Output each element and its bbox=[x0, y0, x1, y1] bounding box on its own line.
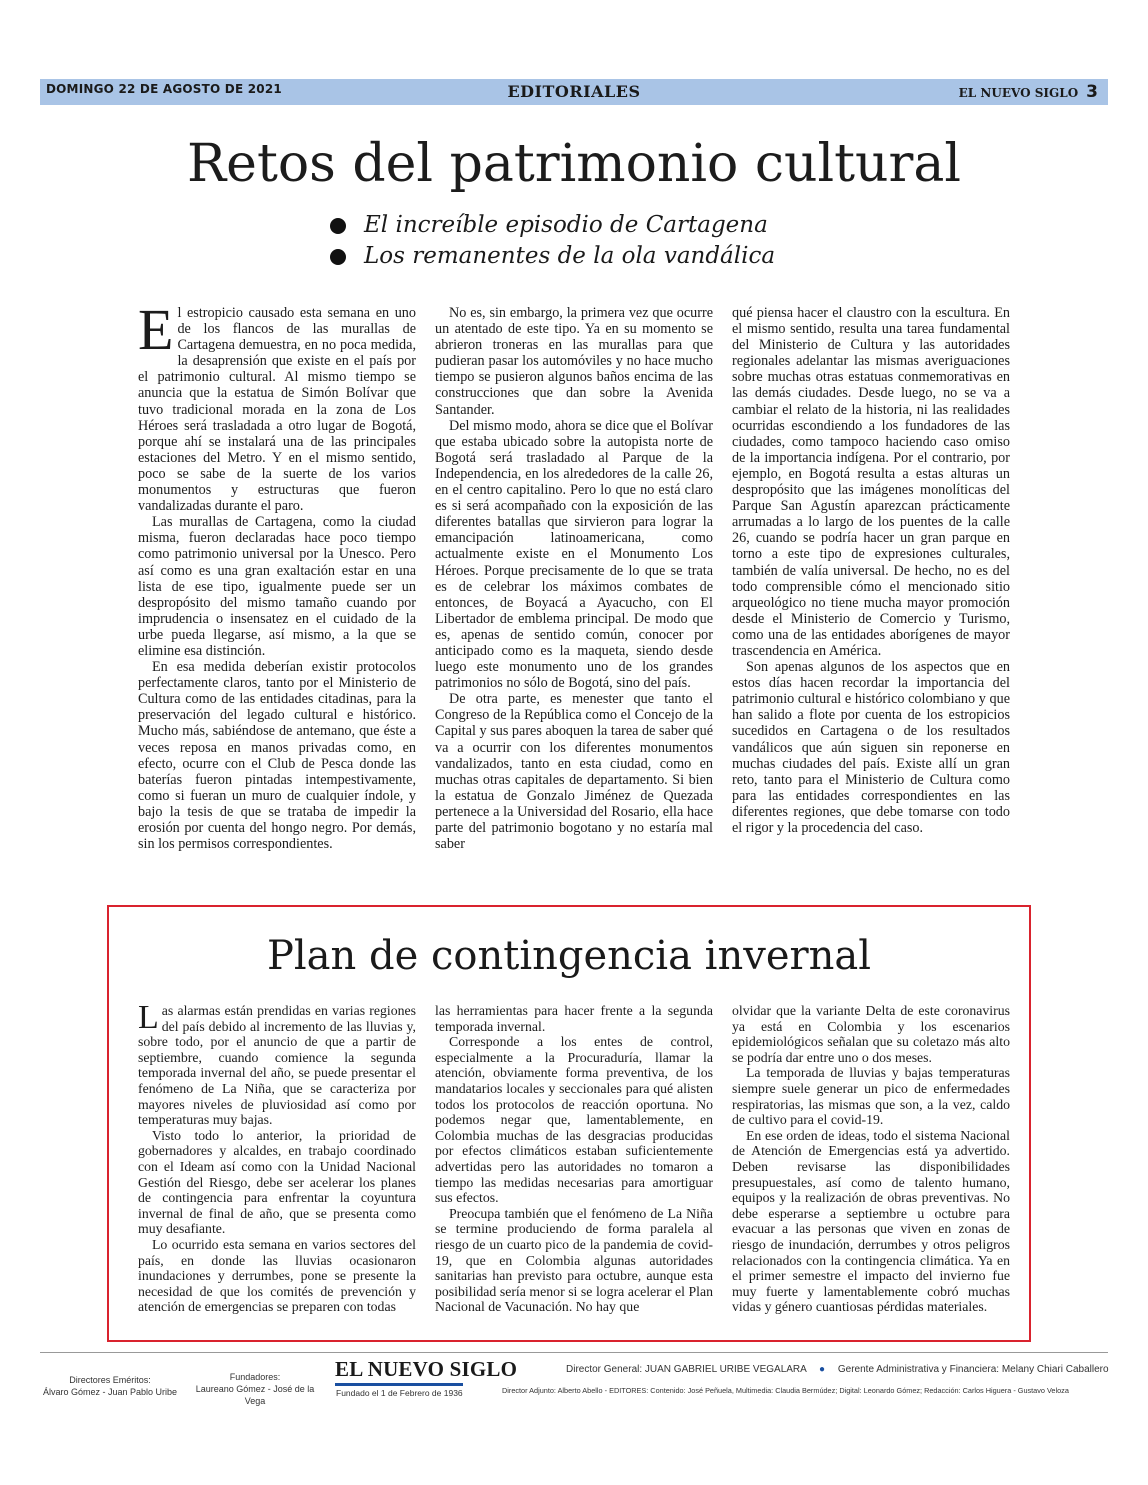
issue-date: DOMINGO 22 DE AGOSTO DE 2021 bbox=[46, 82, 282, 96]
footer-fundadores: Fundadores: Laureano Gómez - José de la Vega bbox=[195, 1372, 315, 1406]
page-number: 3 bbox=[1086, 82, 1098, 102]
paragraph: qué piensa hacer el claustro con la escultura. En el mismo sentido, resulta una tarea fundamental del Ministerio de Cultura y las autoridades regionales adelantar las mismas averiguaciones sobre muchas otras estatuas conmemorativas en las demás ciudades. Desde luego, no se va a cambiar el relato de la historia, ni las realidades ocurridas escondiendo a los fundadores de las ciudades, como tampoco haciendo caso omiso de la importancia indígena. Por el contrario, por ejemplo, en Bogotá resulta a estas alturas un despropósito que las imágenes monolíticas del Parque San Agustín aparezcan prácticamente arrumadas a lo largo de los puentes de la calle 26, cuando se podría hacer un gran parque en torno a este tipo de expresiones culturales, también de valía universal. De hecho, no es del todo comprensible cómo el mencionado sitio arqueológico no tiene mucha mayor promoción desde el Ministerio de Comercio y Turismo, como una de las entidades aborígenes de mayor trascendencia en América. bbox=[732, 305, 1010, 659]
bullet-icon bbox=[330, 249, 346, 265]
drop-cap: L bbox=[138, 999, 159, 1036]
footer-divider bbox=[40, 1352, 1108, 1353]
paragraph: El estropicio causado esta semana en uno de los flancos de las murallas de Cartagena demuestra, en no poca medida, la desaprensión que existe en el país por el patrimonio cultural. Al mismo tiempo se anuncia que la estatua de Simón Bolívar que tuvo tradicional morada en la zona de Los Héroes será trasladada a otro lugar de Bogotá, porque ahí se instalará una de las principales estaciones del Metro. Y en el mismo sentido, poco se sabe de la suerte de los varios monumentos y estructuras que fueron vandalizadas durante el paro. bbox=[138, 297, 416, 515]
section-title: EDITORIALES bbox=[507, 82, 641, 101]
paragraph: En ese orden de ideas, todo el sistema Nacional de Atención de Emergencias está ya advertido. Deben revisarse las disponibilidades presupuestales, así como de talento humano, equipos y la realización de obras preventivas. No debe esperarse a septiembre u octubre para evacuar a las personas que viven en zonas de riesgo de inundación, derrumbes y otros peligros relacionados con la contingencia climática. Ya en el primer semestre el impacto del invierno fue muy fuerte y lamentablemente cobró muchas vidas y género cuantiosas pérdidas materiales. bbox=[732, 1127, 1010, 1315]
paragraph: las herramientas para hacer frente a la segunda temporada invernal. bbox=[435, 1003, 713, 1034]
bullet-icon bbox=[330, 218, 346, 234]
separator-dot-icon: ● bbox=[819, 1364, 826, 1375]
drop-cap: E bbox=[138, 297, 174, 362]
article1-column-1 bbox=[138, 297, 416, 853]
paragraph: Preocupa también que el fenómeno de La Niña se termine produciendo de forma paralela al riesgo de un cuarto pico de la pandemia de covid-19, que en Colombia algunas autoridades sanitarias han previsto para octubre, aunque esta posibilidad sería menor si se logra acelerar el Plan Nacional de Vacunación. No hay que bbox=[435, 1205, 713, 1315]
footer-emeritos: Directores Eméritos: Álvaro Gómez - Juan Pablo Uribe bbox=[42, 1375, 178, 1397]
article2-column-1 bbox=[138, 999, 416, 1315]
masthead-small bbox=[959, 79, 1098, 106]
article2-title: Plan de contingencia invernal bbox=[266, 933, 872, 979]
paragraph: Corresponde a los entes de control, especialmente a la Procuraduría, llamar la atención, obviamente forma preventiva, de los mandatarios locales y seccionales para qué alisten todos los protocolos de reacción oportuna. No podemos negar que, lamentablemente, en Colombia muchas de las desgracias producidas por efectos climáticos estaban suficientemente advertidas pero las autoridades no tomaron a tiempo las medidas necesarias para amortiguar sus efectos. bbox=[435, 1034, 713, 1206]
logo-underline bbox=[335, 1383, 463, 1386]
paragraph: La temporada de lluvias y bajas temperaturas siempre suele generar un pico de enfermedades respiratorias, las mismas que son, a la vez, caldo de cultivo para el covid-19. bbox=[732, 1065, 1010, 1128]
paragraph: Del mismo modo, ahora se dice que el Bolívar que estaba ubicado sobre la autopista norte de Bogotá será trasladado al Parque de la Independencia, en los alrededores de la calle 26, en el centro capitalino. Pero lo que no está claro es si será acompañado con la exposición de las diferentes batallas que sirvieron para lograr la emancipación latinoamericana, como actualmente existe en el Monumento Los Héroes. Porque precisamente de lo que se trata es de celebrar los máximos combates de entonces, de Boyacá a Ayacucho, con El Libertador de emblema principal. De modo que es, apenas de sentido común, conocer por anticipado como es la maqueta, siendo desde luego este monumento uno de los grandes patrimonios no sólo de Bogotá, sino del país. bbox=[435, 417, 713, 692]
paragraph: De otra parte, es menester que tanto el Congreso de la República como el Concejo de la Capital y sus pares aboquen la tarea de saber qué va a ocurrir con los diferentes monumentos vandalizados, tanto en esta ciudad, como en muchas otras capitales de departamento. Si bien la estatua de Gonzalo Jiménez de Quezada pertenece a la Universidad del Rosario, ella hace parte del patrimonio bogotano y no estaría mal saber bbox=[435, 691, 713, 853]
paragraph: En esa medida deberían existir protocolos perfectamente claros, tanto por el Ministerio de Cultura como de las entidades citadinas, para la preservación del legado cultural e histórico. Mucho más, sabiéndose de antemano, que éste a veces reposa en manos privadas como, en efecto, ocurre con el Club de Pesca donde las baterías fueron pintadas intempestivamente, como si fueran un muro de cualquier índole, y bajo la tesis de que se trataba de impedir la erosión por cuenta del hongo negro. Por demás, sin los permisos correspondientes. bbox=[138, 659, 416, 853]
paragraph: Las murallas de Cartagena, como la ciudad misma, fueron declaradas hace poco tiempo como patrimonio universal por la Unesco. Pero así como es una gran exaltación estar en una lista de ese tipo, igualmente puede ser un despropósito del mismo tamaño cuando por imprudencia o insensatez en el cuidado de la urbe pueda llegarse, así mismo, a la que se elimine esa distinción. bbox=[138, 514, 416, 659]
paragraph: Visto todo lo anterior, la prioridad de gobernadores y alcaldes, en trabajo coordinado con el Ideam así como con la Unidad Nacional Gestión del Riesgo, debe ser acelerar los planes de contingencia para enfrentar la coyuntura invernal de final de año, que se presenta como muy desafiante. bbox=[138, 1127, 416, 1237]
article2-column-2 bbox=[435, 1003, 713, 1315]
paragraph: Las alarmas están prendidas en varias regiones del país debido al incremento de las lluvias y, sobre todo, por el anuncio de que a partir de septiembre, cuando comience la segunda temporada invernal del año, se puede presentar el fenómeno de La Niña, que se caracteriza por mayores niveles de pluviosidad así como por temperaturas muy bajas. bbox=[138, 999, 416, 1128]
article1-subheads bbox=[330, 210, 775, 272]
subhead-item: Los remanentes de la ola vandálica bbox=[330, 241, 775, 272]
paragraph: olvidar que la variante Delta de este coronavirus ya está en Colombia y los escenarios epidemiológicos señalan que su coletazo más alto se podría dar entre uno o dos meses. bbox=[732, 1003, 1010, 1065]
article1-column-3 bbox=[732, 305, 1010, 836]
paragraph: No es, sin embargo, la primera vez que ocurre un atentado de este tipo. Ya en su momento se abrieron troneras en las murallas para que pudieran pasar los automóviles y no hace mucho tiempo se pusieron algunos baños encima de las construcciones que dan sobre la Avenida Santander. bbox=[435, 305, 713, 418]
paragraph: Lo ocurrido esta semana en varios sectores del país, en donde las lluvias ocasionaron inundaciones y derrumbes, pone se presente la necesidad de que los comités de prevención y atención de emergencias se preparen con todas bbox=[138, 1236, 416, 1315]
article1-title: Retos del patrimonio cultural bbox=[187, 134, 961, 194]
footer-staff: Director Adjunto: Alberto Abello - EDITORES: Contenido: José Peñuela, Multimedia: Claudia Bermúdez; Digital: Leonardo Gómez; Redacción: Carlos Higuera - Gustavo Veloza bbox=[502, 1386, 1069, 1395]
header-bar bbox=[40, 79, 1108, 105]
paper-name: EL NUEVO SIGLO bbox=[958, 86, 1079, 100]
footer-directors: Director General: JUAN GABRIEL URIBE VEGALARA ● Gerente Administrativa y Financiera: Melany Chiari Caballero bbox=[566, 1364, 1109, 1375]
subhead-item: El increíble episodio de Cartagena bbox=[330, 210, 775, 241]
article2-column-3 bbox=[732, 1003, 1010, 1315]
article1-column-2 bbox=[435, 305, 713, 852]
footer-logo: EL NUEVO SIGLO bbox=[335, 1357, 518, 1381]
founded-date: Fundado el 1 de Febrero de 1936 bbox=[336, 1388, 463, 1398]
paragraph: Son apenas algunos de los aspectos que en estos días hacen recordar la importancia del patrimonio cultural e histórico colombiano y que han salido a flote por cuenta de los estropicios sucedidos en Cartagena o de los resultados vandálicos que aún siguen sin reponerse en muchas ciudades del país. Existe allí un gran reto, tanto para el Ministerio de Cultura como para las entidades correspondientes en las diferentes regiones, que debe tomarse con todo el rigor y la procedencia del caso. bbox=[732, 659, 1010, 836]
